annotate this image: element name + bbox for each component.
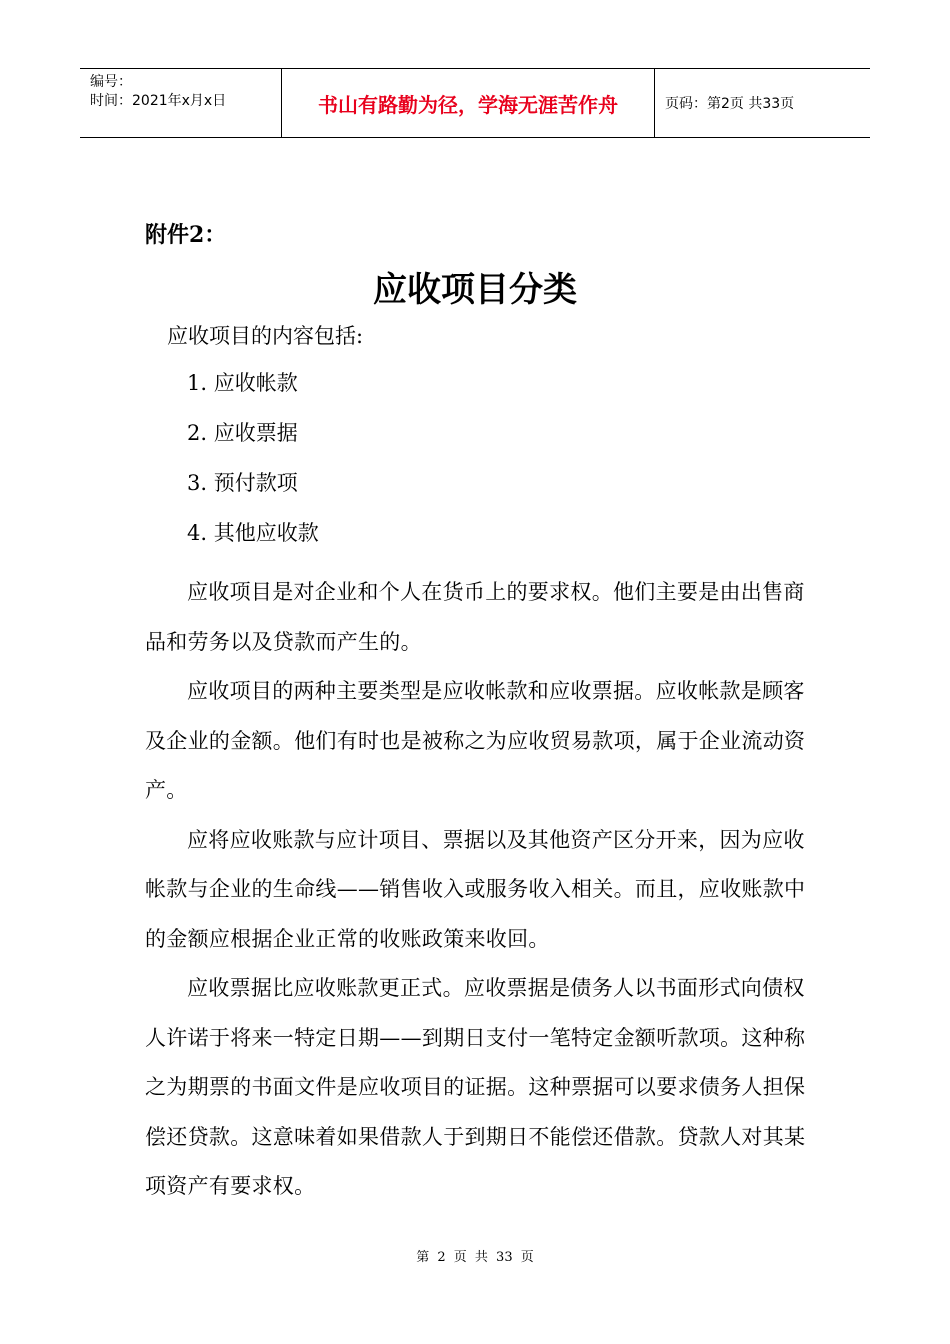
paragraph: 应收项目的两种主要类型是应收帐款和应收票据。应收帐款是顾客及企业的金额。他们有时也是被称之为应收贸易款项，属于企业流动资产。 bbox=[145, 679, 806, 802]
list-item: 2. 应收票据 bbox=[187, 421, 298, 445]
motto-text: 书山有路勤为径，学海无涯苦作舟 bbox=[318, 92, 618, 117]
intro-text: 应收项目的内容包括: bbox=[167, 324, 364, 348]
attachment-label: 附件2： bbox=[145, 222, 227, 248]
page-label: 页码：第2页 共33页 bbox=[665, 96, 795, 112]
paragraph: 应将应收账款与应计项目、票据以及其他资产区分开来，因为应收帐款与企业的生命线——销售收入或服务收入相关。而且，应收账款中的金额应根据企业正常的收账政策来收回。 bbox=[145, 827, 806, 951]
header-page-cell bbox=[655, 69, 870, 137]
paragraph: 应收票据比应收账款更正式。应收票据是债务人以书面形式向债权人许诺于将来一特定日期——到期日支付一笔特定金额听款项。这种称之为期票的书面文件是应收项目的证据。这种票据可以要求债务人担保偿还贷款。这意味着如果借款人于到期日不能偿还借款。贷款人对其某项资产有要求权。 bbox=[145, 976, 806, 1198]
list-item: 3. 预付款项 bbox=[187, 471, 298, 495]
header-meta-cell bbox=[80, 69, 282, 137]
page-footer: 第 2 页 共 33 页 bbox=[416, 1250, 534, 1265]
code-label: 编号： bbox=[90, 74, 132, 90]
date-label: 时间：2021年x月x日 bbox=[90, 93, 227, 109]
page-title: 应收项目分类 bbox=[373, 270, 577, 310]
list-item: 1. 应收帐款 bbox=[187, 371, 298, 395]
header-table bbox=[80, 68, 870, 138]
item-list bbox=[187, 370, 319, 570]
header-motto-cell bbox=[282, 69, 655, 137]
body-text bbox=[145, 568, 825, 1212]
list-item: 4. 其他应收款 bbox=[187, 521, 319, 545]
paragraph: 应收项目是对企业和个人在货币上的要求权。他们主要是由出售商品和劳务以及贷款而产生的。 bbox=[145, 580, 805, 654]
